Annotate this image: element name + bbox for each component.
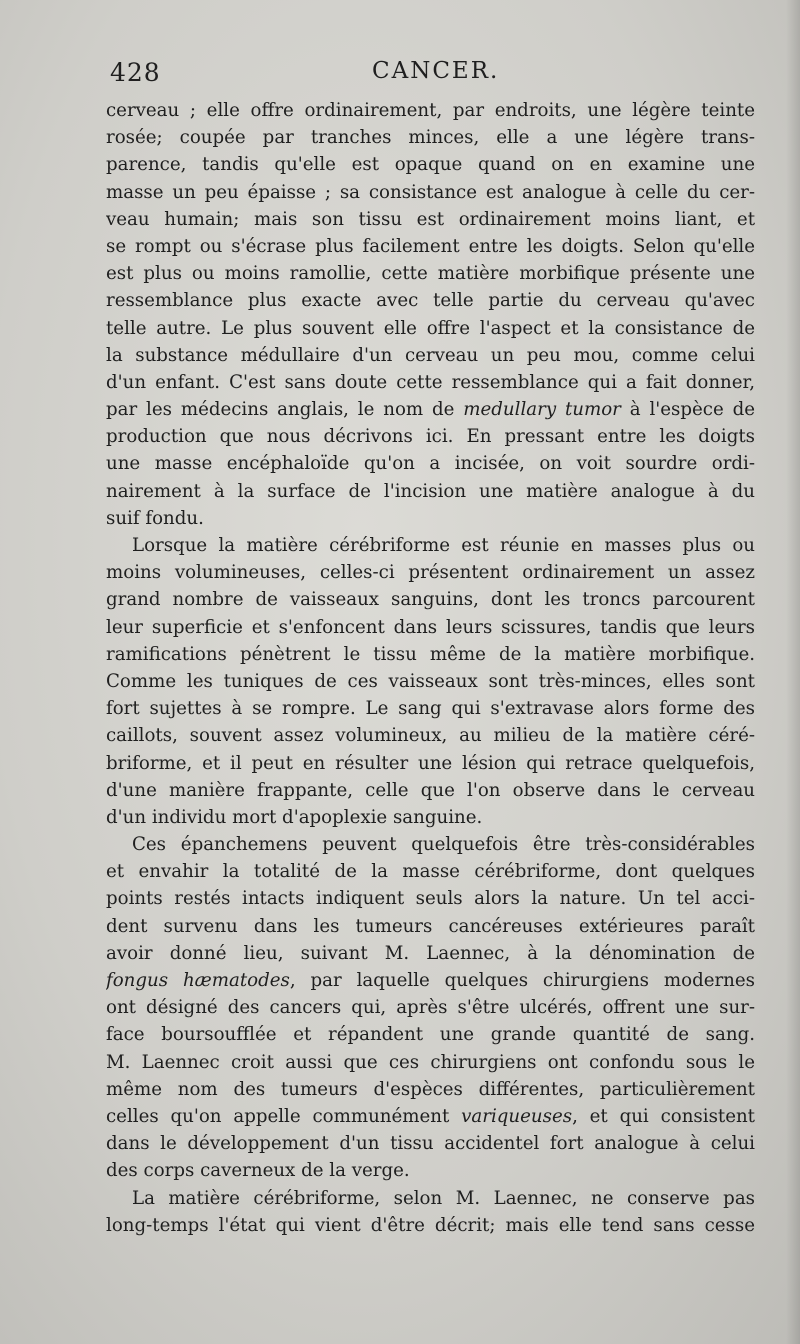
text-line: une masse encéphaloïde qu'on a incisée, on voit sourdre ordi- — [106, 453, 755, 475]
text-line: d'un enfant. C'est sans doute cette ressemblance qui a fait donner, — [106, 371, 755, 393]
text-line: rosée; coupée par tranches minces, elle a une légère trans- — [106, 127, 755, 149]
text-line: briforme, et il peut en résulter une lésion qui retrace quelquefois, — [106, 752, 755, 774]
text-line: long-temps l'état qui vient d'être décrit; mais elle tend sans cesse — [106, 1214, 755, 1236]
text-line: cerveau ; elle offre ordinairement, par endroits, une légère teinte — [106, 100, 755, 121]
text-line-italic-term: par les médecins anglais, le nom de medullary tumor à l'espèce de — [106, 399, 755, 421]
text-line: se rompt ou s'écrase plus facilement entre les doigts. Selon qu'elle — [106, 235, 755, 257]
text-line: veau humain; mais son tissu est ordinairement moins liant, et — [106, 208, 755, 230]
text-line: face boursoufflée et répandent une grande quantité de sang. — [106, 1024, 755, 1046]
text-line: est plus ou moins ramollie, cette matière morbifique présente une — [106, 263, 755, 285]
page-number: 428 — [110, 58, 161, 87]
italic-term: fongus hæmatodes — [106, 970, 290, 991]
text-line: points restés intacts indiquent seuls alors la nature. Un tel acci- — [106, 888, 755, 910]
italic-term: variqueuses — [461, 1105, 573, 1127]
text-line: ont désigné des cancers qui, après s'être ulcérés, offrent une sur- — [106, 997, 755, 1019]
text-line: et envahir la totalité de la masse cérébriforme, dont quelques — [106, 861, 755, 883]
running-title: CANCER. — [372, 58, 500, 84]
text-line-paragraph-start: La matière cérébriforme, selon M. Laennec, ne conserve pas — [132, 1187, 755, 1209]
body-text — [106, 97, 755, 1239]
text-line: grand nombre de vaisseaux sanguins, dont les troncs parcourent — [106, 589, 755, 611]
text-line: la substance médullaire d'un cerveau un peu mou, comme celui — [106, 344, 755, 366]
text-line: masse un peu épaisse ; sa consistance est analogue à celle du cer- — [106, 181, 755, 203]
text-line: même nom des tumeurs d'espèces différentes, particulièrement — [106, 1078, 755, 1100]
text-line: ressemblance plus exacte avec telle partie du cerveau qu'avec — [106, 290, 755, 312]
text-line-paragraph-start: Lorsque la matière cérébriforme est réunie en masses plus ou — [132, 535, 755, 556]
text-line: fort sujettes à se rompre. Le sang qui s'extravase alors forme des — [106, 698, 755, 720]
text-line-paragraph-start: Ces épanchemens peuvent quelquefois être très-considérables — [132, 834, 755, 856]
text-line-italic-term: fongus hæmatodes, par laquelle quelques chirurgiens modernes — [106, 970, 755, 991]
page-edge-shadow — [786, 0, 800, 1344]
text-line: telle autre. Le plus souvent elle offre l'aspect et la consistance de — [106, 317, 755, 339]
text-line: avoir donné lieu, suivant M. Laennec, à la dénomination de — [106, 942, 755, 964]
text-line: d'une manière frappante, celle que l'on observe dans le cerveau — [106, 779, 755, 801]
text-line-paragraph-end: d'un individu mort d'apoplexie sanguine. — [106, 806, 483, 828]
text-line-italic-term: celles qu'on appelle communément variqueuses, et qui consistent — [106, 1105, 755, 1127]
text-line: moins volumineuses, celles-ci présentent ordinairement un assez — [106, 562, 755, 584]
italic-term: medullary tumor — [463, 399, 621, 421]
text-line: dent survenu dans les tumeurs cancéreuses extérieures paraît — [106, 915, 755, 937]
text-line: parence, tandis qu'elle est opaque quand on en examine une — [106, 154, 755, 176]
text-line-paragraph-end: suif fondu. — [106, 507, 204, 529]
page-header — [110, 58, 750, 94]
text-line: ramifications pénètrent le tissu même de la matière morbifique. — [106, 643, 755, 665]
text-line: production que nous décrivons ici. En pressant entre les doigts — [106, 426, 755, 448]
text-line: nairement à la surface de l'incision une matière analogue à du — [106, 480, 755, 502]
text-line: dans le développement d'un tissu accidentel fort analogue à celui — [106, 1133, 755, 1155]
text-line: M. Laennec croit aussi que ces chirurgiens ont confondu sous le — [106, 1051, 755, 1073]
text-line: caillots, souvent assez volumineux, au milieu de la matière céré- — [106, 725, 755, 747]
text-line: leur superficie et s'enfoncent dans leurs scissures, tandis que leurs — [106, 616, 755, 638]
text-line-paragraph-end: des corps caverneux de la verge. — [106, 1160, 410, 1182]
text-line: Comme les tuniques de ces vaisseaux sont très-minces, elles sont — [106, 670, 755, 692]
